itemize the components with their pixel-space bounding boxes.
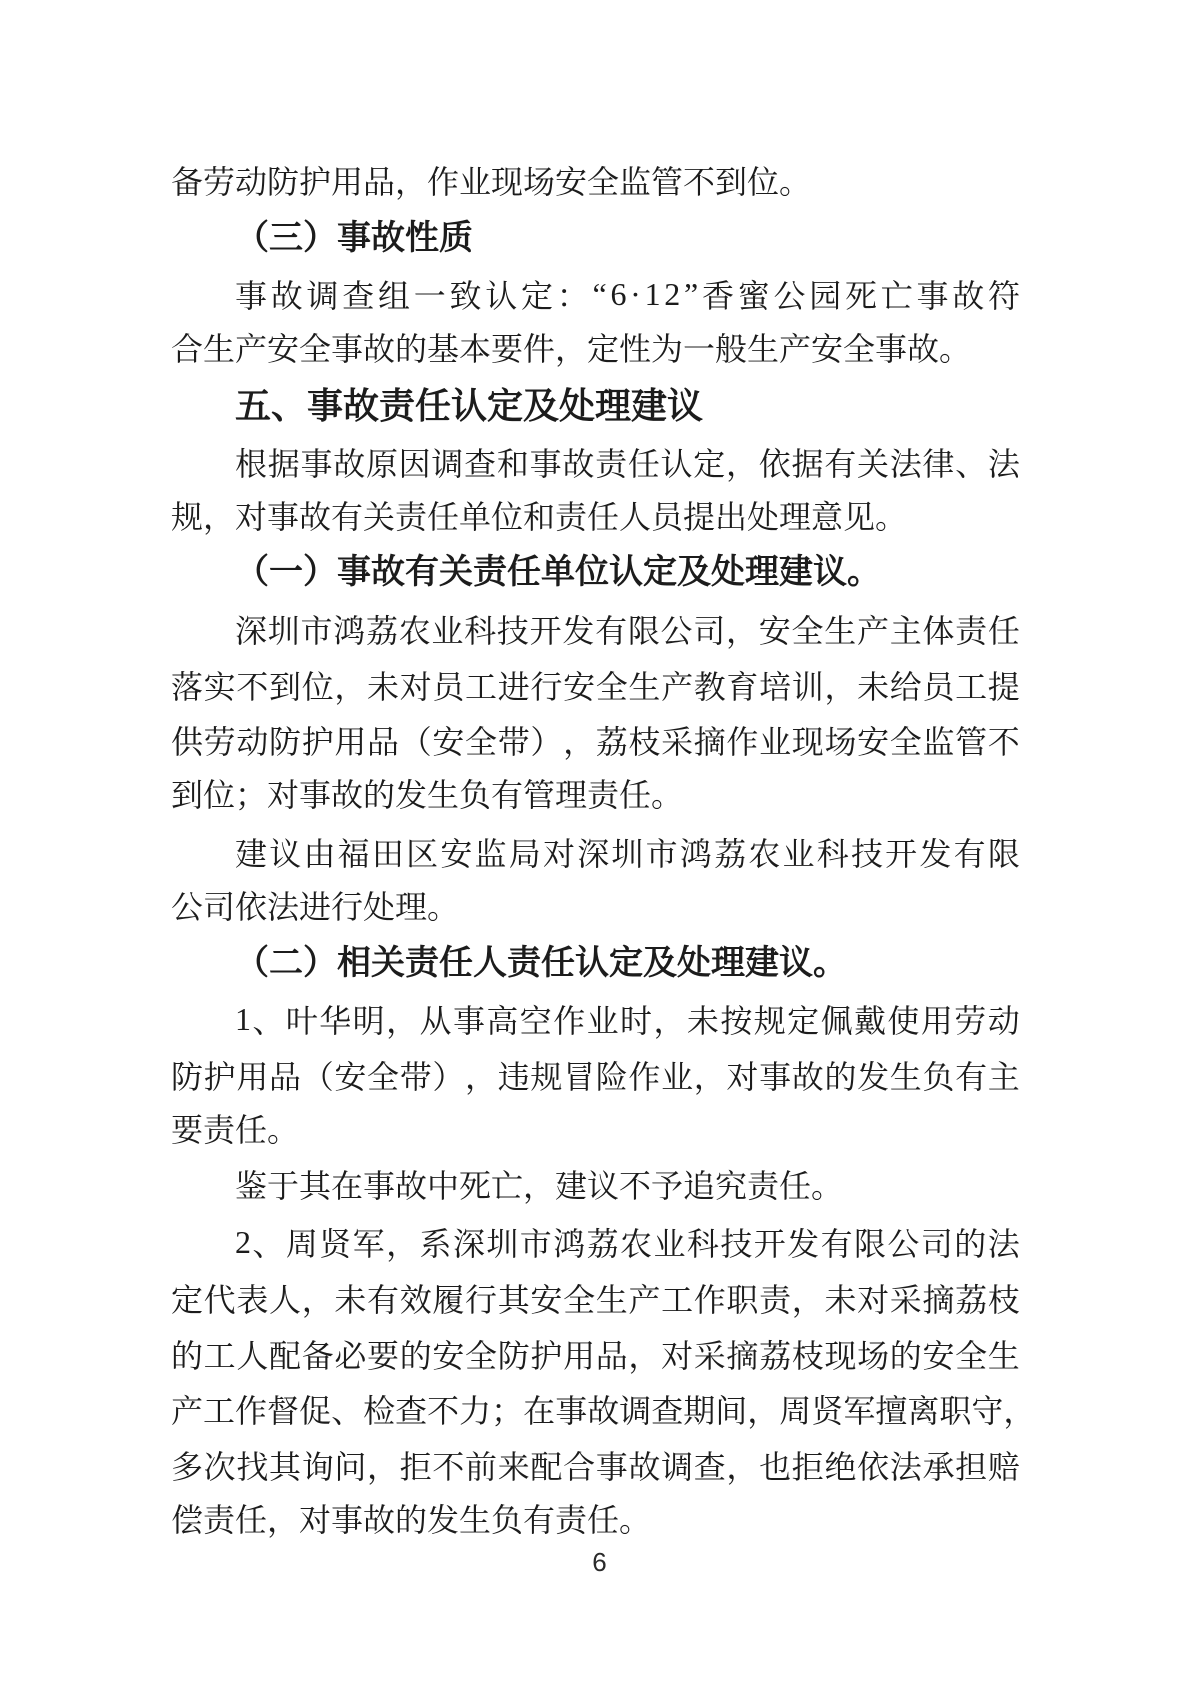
text-line: 供 劳 动 防 护 用 品 （ 安 全 带 ） ， 荔 枝 采 摘 作 业 现 场 安 全 监 管 不 bbox=[171, 724, 1020, 761]
subsection-heading: （三）事故性质 bbox=[235, 218, 473, 257]
text-line: 产 工 作 督 促 、 检 查 不 力 ； 在 事 故 调 查 期 间 ， 周 贤 军 擅 离 职 守 ， bbox=[171, 1393, 1036, 1430]
text-line: 公司依法进行处理。 bbox=[171, 888, 460, 925]
text-line: 定 代 表 人 ， 未 有 效 履 行 其 安 全 生 产 工 作 职 责 ， 未 对 采 摘 荔 枝 bbox=[171, 1281, 1020, 1318]
document-text-block bbox=[171, 155, 1036, 1549]
text-line: 合生产安全事故的基本要件，定性为一般生产安全事故。 bbox=[171, 331, 972, 368]
text-line: 的 工 人 配 备 必 要 的 安 全 防 护 用 品 ， 对 采 摘 荔 枝 现 场 的 安 全 生 bbox=[171, 1337, 1020, 1374]
section-heading: 五、事故责任认定及处理建议 bbox=[235, 385, 704, 426]
text-line: 多 次 找 其 询 问 ， 拒 不 前 来 配 合 事 故 调 查 ， 也 拒 绝 依 法 承 担 赔 bbox=[171, 1449, 1020, 1486]
page-number: 6 bbox=[592, 1547, 607, 1577]
text-line: 鉴于其在事故中死亡，建议不予追究责任。 bbox=[235, 1167, 844, 1204]
text-line: 建 议 由 福 田 区 安 监 局 对 深 圳 市 鸿 荔 农 业 科 技 开 发 有 限 bbox=[235, 835, 1020, 872]
subsection-heading: （一）事故有关责任单位认定及处理建议。 bbox=[235, 553, 881, 592]
text-line: 防 护 用 品 （ 安 全 带 ） ， 违 规 冒 险 作 业 ， 对 事 故 的 发 生 负 有 主 bbox=[171, 1058, 1020, 1095]
text-line: 2 、 周 贤 军 ， 系 深 圳 市 鸿 荔 农 业 科 技 开 发 有 限 公 司 的 法 bbox=[235, 1223, 1020, 1263]
text-line: 1 、 叶 华 明 ， 从 事 高 空 作 业 时 ， 未 按 规 定 佩 戴 使 用 劳 动 bbox=[235, 1000, 1020, 1040]
text-line: 规，对事故有关责任单位和责任人员提出处理意见。 bbox=[171, 498, 908, 535]
text-line: 根 据 事 故 原 因 调 查 和 事 故 责 任 认 定 ， 依 据 有 关 法 律 、 法 bbox=[235, 445, 1020, 482]
text-line: 偿责任，对事故的发生负有责任。 bbox=[171, 1502, 652, 1538]
text-line: 深 圳 市 鸿 荔 农 业 科 技 开 发 有 限 公 司 ， 安 全 生 产 主 体 责 任 bbox=[235, 612, 1020, 649]
text-line: 要责任。 bbox=[171, 1111, 300, 1148]
text-line: 备劳动防护用品，作业现场安全监管不到位。 bbox=[171, 164, 812, 200]
text-line: 事 故 调 查 组 一 致 认 定 ： “ 6 · 1 2 ” 香 蜜 公 园 死 亡 事 故 符 bbox=[235, 275, 1020, 315]
subsection-heading: （二）相关责任人责任认定及处理建议。 bbox=[235, 943, 847, 982]
text-line: 落 实 不 到 位 ， 未 对 员 工 进 行 安 全 生 产 教 育 培 训 ， 未 给 员 工 提 bbox=[171, 668, 1020, 705]
text-line: 到位；对事故的发生负有管理责任。 bbox=[171, 777, 684, 814]
